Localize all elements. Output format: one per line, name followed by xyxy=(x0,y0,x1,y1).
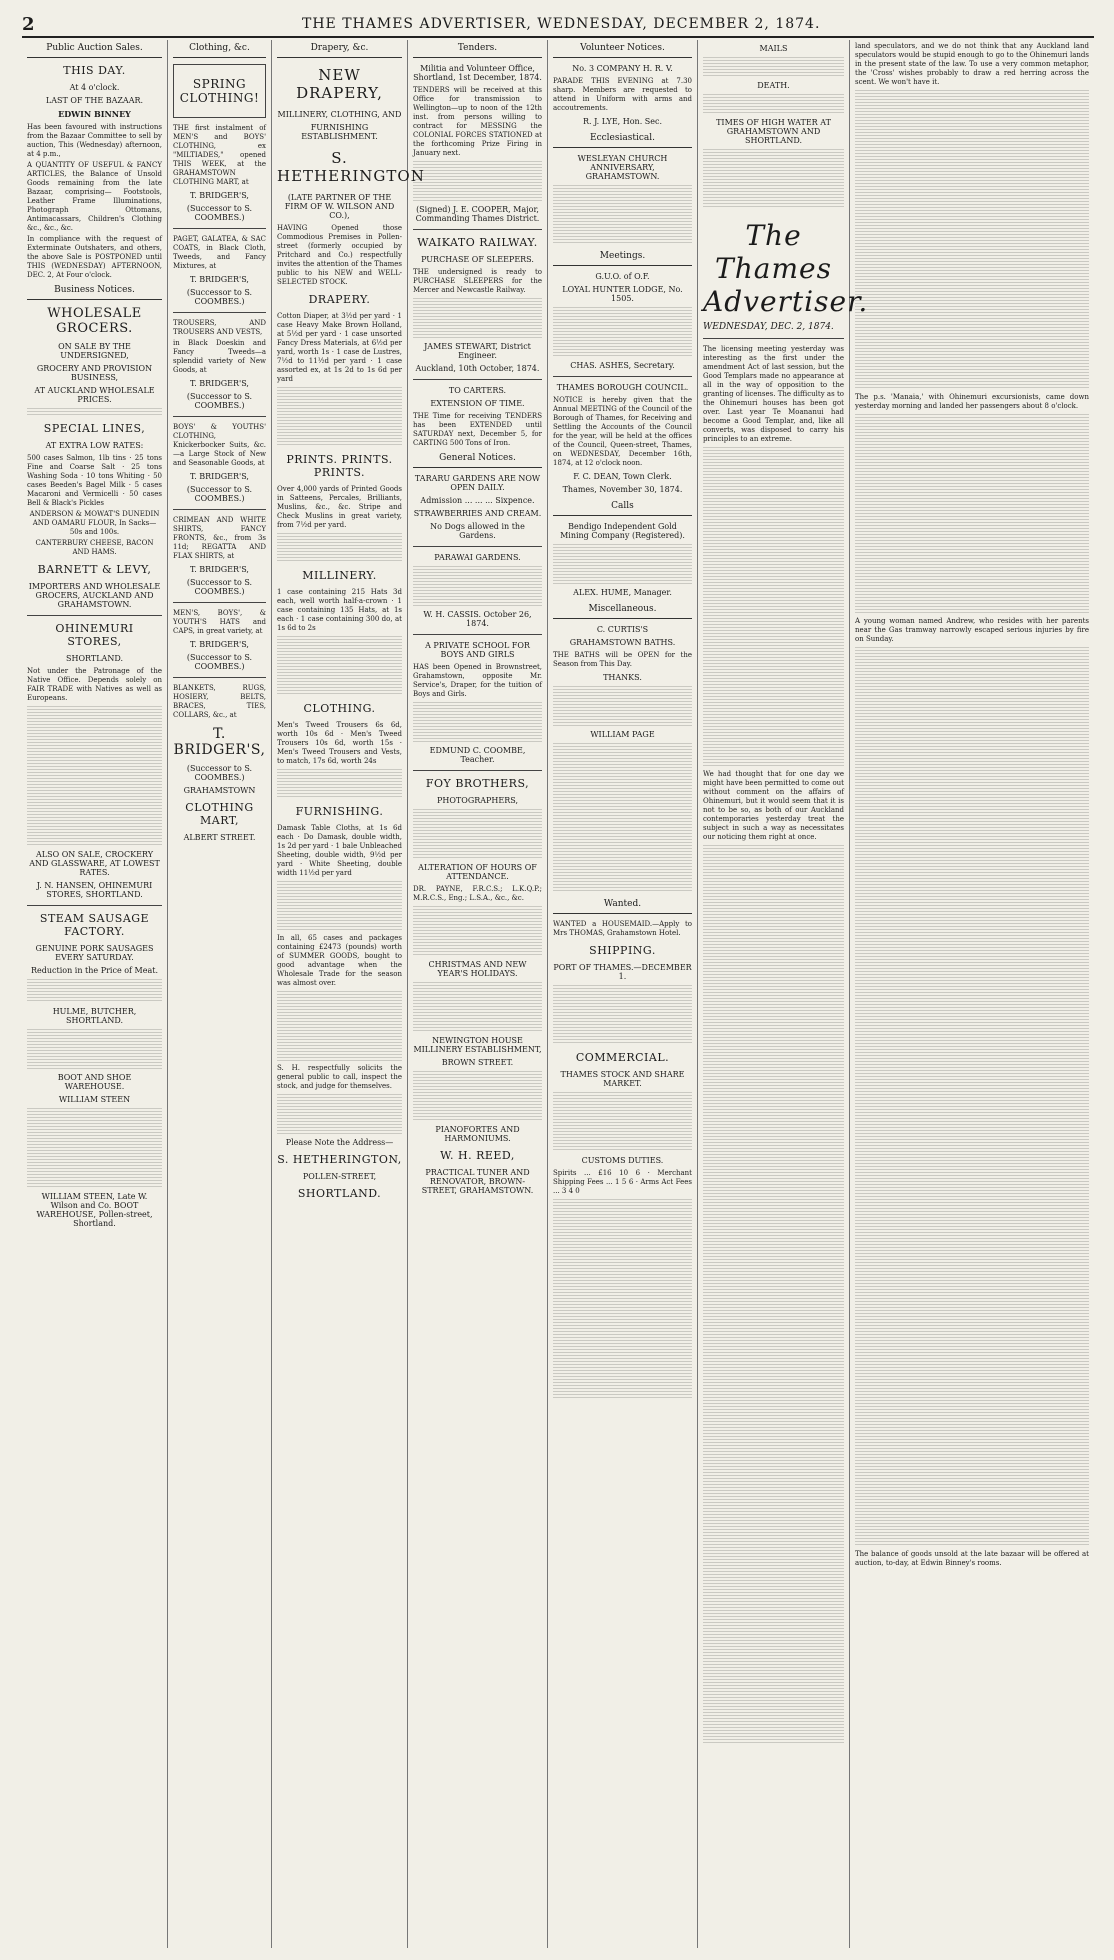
ad-text: SHORTLAND. xyxy=(66,654,123,663)
text-filler xyxy=(553,1199,692,1399)
ad-heading: PURCHASE OF SLEEPERS. xyxy=(421,255,534,264)
ad-heading: CLOTHING MART, xyxy=(185,801,254,827)
column-editorial-2 xyxy=(850,40,1094,1948)
section-header: Business Notices. xyxy=(27,282,162,300)
ad-heading: FURNISHING. xyxy=(295,805,384,818)
masthead xyxy=(22,14,1094,38)
divider xyxy=(413,546,542,547)
ad-text: R. J. LYE, Hon. Sec. xyxy=(582,117,663,126)
ad-text: Men's Tweed Trousers 6s 6d, worth 10s 6d · Men's Tweed Trousers 10s 6d, worth 15s · Men's Tweed Trousers and Vests, to match, 17s 6d, worth 24s xyxy=(277,721,402,765)
text-filler xyxy=(413,161,542,201)
ad-text: THE undersigned is ready to PURCHASE SLEEPERS for the Mercer and Newcastle Railway. xyxy=(413,268,542,294)
ad-text: JAMES STEWART, District Engineer. xyxy=(424,342,531,360)
ad-heading: S. HETHERINGTON xyxy=(277,149,425,185)
divider xyxy=(413,229,542,230)
ad-heading: G.U.O. of O.F. xyxy=(595,272,650,281)
ad-heading: SPRING CLOTHING! xyxy=(179,77,260,105)
ad-text: ALBERT STREET. xyxy=(183,833,256,842)
ad-text: IMPORTERS AND WHOLESALE GROCERS, AUCKLAND AND GRAHAMSTOWN. xyxy=(28,582,161,609)
text-filler xyxy=(413,906,542,956)
ad-text: TENDERS will be received at this Office for transmission to Wellington—up to noon of the 12th inst. from persons willing to contract for MESSING the COLONIAL FORCES STATIONED at the forthcoming Prize Firing in January next. xyxy=(413,86,542,157)
ad-text: BOYS' & YOUTHS' CLOTHING, Knickerbocker Suits, &c.—a Large Stock of New and Seasonable Goods, at xyxy=(173,423,266,467)
section-header: Meetings. xyxy=(553,248,692,266)
text-filler xyxy=(27,408,162,416)
ad-text: BLANKETS, RUGS, HOSIERY, BELTS, BRACES, TIES, COLLARS, &c., at xyxy=(173,684,266,719)
text-filler xyxy=(703,94,844,114)
divider xyxy=(553,376,692,377)
ad-text: ALSO ON SALE, CROCKERY AND GLASSWARE, AT LOWEST RATES. xyxy=(29,850,160,877)
column-editorial-1 xyxy=(698,40,869,1948)
ad-text: DR. PAYNE, F.R.C.S.; L.K.Q.P.; M.R.C.S., Eng.; L.S.A., &c., &c. xyxy=(413,885,542,902)
column-volunteer xyxy=(548,40,698,1948)
ad-heading: T. BRIDGER'S, xyxy=(190,191,249,200)
ad-text: 1 case containing 215 Hats 3d each, well worth half-a-crown · 1 case containing 135 Hats, at 1s each · 1 case containing 300 do, at 1s 6d to 2s xyxy=(277,588,402,632)
ad-text: Has been favoured with instructions from the Bazaar Committee to sell by auction, This (Wednesday) afternoon, at 4 p.m., xyxy=(27,123,162,158)
ad-text: Reduction in the Price of Meat. xyxy=(31,966,158,975)
ad-heading: T. BRIDGER'S, xyxy=(190,275,249,284)
text-filler xyxy=(553,686,692,726)
section-header: Wanted. xyxy=(553,896,692,914)
ad-heading: No. 3 COMPANY H. R. V. xyxy=(572,64,673,73)
ad-text: ON SALE BY THE UNDERSIGNED, xyxy=(58,342,131,360)
ad-heading: EXTENSION OF TIME. xyxy=(430,399,525,408)
section-header: Public Auction Sales. xyxy=(27,40,162,58)
editorial-text: A young woman named Andrew, who resides with her parents near the Gas tramway narrowly escaped serious injuries by fire on Sunday. xyxy=(855,617,1089,643)
ad-heading: SHORTLAND. xyxy=(297,1187,382,1200)
ad-heading: TO CARTERS. xyxy=(448,386,507,395)
text-filler xyxy=(277,1094,402,1134)
ad-text: Militia and Volunteer Office, Shortland, 1st December, 1874. xyxy=(413,64,542,82)
ad-text: Damask Table Cloths, at 1s 6d each · Do Damask, double width, 1s 2d per yard · 1 bale Unbleached Sheeting, double width, 9½d per yard · White Sheeting, double width 11½d per yard xyxy=(277,824,402,877)
ad-heading: DRAPERY. xyxy=(308,293,371,306)
section-header: Ecclesiastical. xyxy=(553,130,692,148)
ad-heading: MILLINERY. xyxy=(302,569,377,582)
text-filler xyxy=(277,991,402,1061)
ad-text: (Successor to S. COOMBES.) xyxy=(186,288,253,306)
ad-text: in Black Doeskin and Fancy Tweeds—a splendid variety of New Goods, at xyxy=(173,339,266,374)
column-tenders xyxy=(408,40,548,1948)
ad-heading: WAIKATO RAILWAY. xyxy=(417,236,538,249)
ad-heading: A PRIVATE SCHOOL FOR BOYS AND GIRLS xyxy=(425,641,530,659)
section-header: Volunteer Notices. xyxy=(553,40,692,58)
ad-heading: TARARU GARDENS ARE NOW OPEN DAILY. xyxy=(414,474,541,492)
ad-heading: GRAHAMSTOWN xyxy=(183,786,256,795)
text-filler xyxy=(413,809,542,859)
text-filler xyxy=(277,387,402,447)
text-filler xyxy=(413,1071,542,1121)
ad-text: CANTERBURY CHEESE, BACON AND HAMS. xyxy=(35,539,154,556)
ad-heading: DEATH. xyxy=(757,81,790,90)
section-header: General Notices. xyxy=(413,450,542,468)
ad-heading: SPECIAL LINES, xyxy=(43,422,146,435)
ad-text: F. C. DEAN, Town Clerk. xyxy=(573,472,672,481)
ad-text: Thames, November 30, 1874. xyxy=(562,485,683,494)
ad-text: THE BATHS will be OPEN for the Season from This Day. xyxy=(553,651,692,668)
text-filler xyxy=(855,414,1089,614)
ad-heading: T. BRIDGER'S, xyxy=(190,472,249,481)
ad-text: NOTICE is hereby given that the Annual MEETING of the Council of the Borough of Thames, for Receiving and Settling the Accounts of the Council for the year, will be held at the offices of the Council, Queen-street, Thames, on WEDNESDAY, December 16th, 1874, at 12 o'clock noon. xyxy=(553,396,692,467)
section-header: Drapery, &c. xyxy=(277,40,402,58)
divider xyxy=(703,338,844,339)
newspaper-title: THE THAMES ADVERTISER, WEDNESDAY, DECEMBER 2, 1874. xyxy=(302,16,821,32)
text-filler xyxy=(553,185,692,245)
ad-heading: SHIPPING. xyxy=(589,944,656,957)
ad-heading: BOOT AND SHOE WAREHOUSE. xyxy=(57,1073,132,1091)
ad-text: Admission ... ... ... Sixpence. xyxy=(420,496,535,505)
ad-text: A QUANTITY OF USEFUL & FANCY ARTICLES, the Balance of Unsold Goods remaining from the late Bazaar, comprising— Footstools, Leather Frame Illuminations, Photograph Ottomans, Antimacassars, Children's Clothing &c., &c., &c. xyxy=(27,161,162,232)
ad-heading: LOYAL HUNTER LODGE, No. 1505. xyxy=(562,285,683,303)
text-filler xyxy=(413,702,542,742)
ad-text: (Successor to S. COOMBES.) xyxy=(186,578,253,596)
ad-heading: OHINEMURI STORES, xyxy=(55,622,134,648)
ad-heading: MAILS xyxy=(759,44,788,53)
ad-heading: PARAWAI GARDENS. xyxy=(434,553,521,562)
ad-heading: MILLINERY, CLOTHING, AND xyxy=(277,110,402,119)
text-filler xyxy=(413,982,542,1032)
ad-text: In all, 65 cases and packages containing £2473 (pounds) worth of SUMMER GOODS, bought to good advantage when the Wholesale Trade for the season was almost over. xyxy=(277,934,402,987)
ad-text: GRAHAMSTOWN BATHS. xyxy=(569,638,676,647)
ad-text: WANTED a HOUSEMAID.—Apply to Mrs THOMAS, Grahamstown Hotel. xyxy=(553,920,692,937)
divider xyxy=(413,634,542,635)
ad-heading: CUSTOMS DUTIES. xyxy=(581,1156,664,1165)
ad-heading: THANKS. xyxy=(603,673,642,682)
ad-text: EDMUND C. COOMBE, Teacher. xyxy=(429,746,526,764)
text-filler xyxy=(553,1092,692,1152)
ad-text: GENUINE PORK SAUSAGES EVERY SATURDAY. xyxy=(35,944,154,962)
editorial-text: We had thought that for one day we might have been permitted to come out without comment on the affairs of Ohinemuri, but it would seem that it is not to be so, as both of our Auckland contemporaries yesterday treat the subject in such a way as necessitates our noticing them right at once. xyxy=(703,770,844,841)
ad-text: PAGET, GALATEA, & SAC COATS, in Black Cloth, Tweeds, and Fancy Mixtures, at xyxy=(173,235,266,270)
editorial-text: land speculators, and we do not think that any Auckland land speculators would be stupid enough to go to the Ohinemuri lands in the present state of the law. To use a very common metaphor, the 'Cross' wishes probably to draw a red herring across the scent. We won't have it. xyxy=(855,42,1089,86)
ad-heading: WILLIAM STEEN xyxy=(58,1095,131,1104)
ad-text: W. H. CASSIS. October 26, 1874. xyxy=(423,610,532,628)
page-number: 2 xyxy=(22,14,35,35)
ad-text: POLLEN-STREET, xyxy=(302,1172,377,1181)
ad-text: CHAS. ASHES, Secretary. xyxy=(570,361,675,370)
ad-heading: NEW DRAPERY, xyxy=(296,66,383,102)
divider xyxy=(27,615,162,616)
ad-heading: THIS DAY. xyxy=(63,64,126,77)
ad-text: Not under the Patronage of the Native Office. Depends solely on FAIR TRADE with Natives as well as Europeans. xyxy=(27,667,162,702)
ad-text: Over 4,000 yards of Printed Goods in Satteens, Percales, Brilliants, Muslins, &c., &c. Stripe and Check Muslins in great variety, from 7½d per yard. xyxy=(277,485,402,529)
column-drapery xyxy=(272,40,425,1948)
text-filler xyxy=(703,845,844,1745)
ad-heading: CHRISTMAS AND NEW YEAR'S HOLIDAYS. xyxy=(428,960,527,978)
ad-heading: Bendigo Independent Gold Mining Company (Registered). xyxy=(560,522,685,540)
ad-heading: C. CURTIS'S xyxy=(596,625,649,634)
newspaper-flag: The Thames Advertiser. xyxy=(703,219,869,318)
ad-heading: W. H. REED, xyxy=(440,1149,515,1162)
text-filler xyxy=(27,706,162,846)
divider xyxy=(413,770,542,771)
divider xyxy=(413,379,542,380)
ad-text: PARADE THIS EVENING at 7.30 sharp. Members are requested to attend in Uniform with arms and accoutrements. xyxy=(553,77,692,112)
ad-heading: LAST OF THE BAZAAR. xyxy=(45,96,144,105)
text-filler xyxy=(855,647,1089,1547)
section-header: Clothing, &c. xyxy=(173,40,266,58)
ad-text: PORT OF THAMES.—DECEMBER 1. xyxy=(553,963,692,981)
ad-text: (Successor to S. COOMBES.) xyxy=(186,653,253,671)
ad-heading: BARNETT & LEVY, xyxy=(37,563,152,576)
ad-text: S. H. respectfully solicits the general public to call, inspect the stock, and judge for themselves. xyxy=(277,1064,402,1090)
section-header: Calls xyxy=(553,498,692,516)
ad-heading: TIMES OF HIGH WATER AT GRAHAMSTOWN AND SHORTLAND. xyxy=(716,118,831,145)
ad-text: HAVING Opened those Commodious Premises in Pollen-street (formerly occupied by Pritchard and Co.) respectfully invites the attention of the Thames public to his NEW and WELL-SELECTED STOCK. xyxy=(277,224,402,286)
ad-text: HAS been Opened in Brownstreet, Grahamstown, opposite Mr. Service's, Draper, for the tuition of Boys and Girls. xyxy=(413,663,542,698)
column-auction xyxy=(22,40,168,1948)
ad-heading: ALTERATION OF HOURS OF ATTENDANCE. xyxy=(418,863,537,881)
ad-text: (Signed) J. E. COOPER, Major, Commanding Thames District. xyxy=(415,205,540,223)
ad-text: (Successor to S. COOMBES.) xyxy=(186,392,253,410)
text-filler xyxy=(553,307,692,357)
ad-heading: WHOLESALE GROCERS. xyxy=(47,306,142,336)
ad-text: AT AUCKLAND WHOLESALE PRICES. xyxy=(34,386,155,404)
divider xyxy=(27,905,162,906)
ad-text: WILLIAM PAGE xyxy=(590,730,655,739)
text-filler xyxy=(703,447,844,767)
text-filler xyxy=(553,985,692,1045)
ad-heading: NEWINGTON HOUSE MILLINERY ESTABLISHMENT, xyxy=(413,1036,542,1054)
editorial-date: WEDNESDAY, DEC. 2, 1874. xyxy=(703,322,834,332)
ad-heading: PRINTS. PRINTS. PRINTS. xyxy=(286,453,393,479)
divider xyxy=(173,228,266,229)
ad-text: PHOTOGRAPHERS, xyxy=(437,796,518,805)
ad-text: Please Note the Address— xyxy=(285,1138,394,1147)
column-clothing xyxy=(168,40,272,1948)
ad-heading: GROCERY AND PROVISION BUSINESS, xyxy=(36,364,153,382)
ad-text: In compliance with the request of Exterminate Outshaters, and others, the above Sale is POSTPONED until THIS (WEDNESDAY) AFTERNOON, DEC. 2, At Four o'clock. xyxy=(27,235,162,279)
ad-text: ANDERSON & MOWAT'S DUNEDIN AND OAMARU FLOUR, In Sacks—50s and 100s. xyxy=(29,510,160,536)
ad-text: No Dogs allowed in the Gardens. xyxy=(430,522,525,540)
text-filler xyxy=(413,298,542,338)
ad-text: At 4 o'clock. xyxy=(69,83,120,92)
ad-heading: CLOTHING. xyxy=(303,702,376,715)
divider xyxy=(173,312,266,313)
section-header: Tenders. xyxy=(413,40,542,58)
ad-heading: T. BRIDGER'S, xyxy=(190,640,249,649)
text-filler xyxy=(553,544,692,584)
text-filler xyxy=(277,533,402,563)
text-filler xyxy=(27,979,162,1003)
ad-text: MEN'S, BOYS', & YOUTH'S HATS and CAPS, in great variety, at xyxy=(173,609,266,635)
ad-heading: COMMERCIAL. xyxy=(575,1051,670,1064)
ad-text: CRIMEAN AND WHITE SHIRTS, FANCY FRONTS, &c., from 3s 11d; REGATTA AND FLAX SHIRTS, at xyxy=(173,516,266,560)
ad-text: WILLIAM STEEN, Late W. Wilson and Co. BOOT WAREHOUSE, Pollen-street, Shortland. xyxy=(36,1192,153,1228)
text-filler xyxy=(277,881,402,931)
newspaper-columns xyxy=(22,40,1094,1948)
divider xyxy=(173,509,266,510)
ad-heading: EDWIN BINNEY xyxy=(58,109,131,119)
text-filler xyxy=(855,90,1089,390)
ad-heading: TROUSERS, AND TROUSERS AND VESTS, xyxy=(173,319,266,336)
text-filler xyxy=(27,1029,162,1069)
ad-text: THE Time for receiving TENDERS has been EXTENDED until SATURDAY next, December 5, for CARTING 500 Tons of Iron. xyxy=(413,412,542,447)
ad-heading: HULME, BUTCHER, SHORTLAND. xyxy=(52,1007,137,1025)
ad-text: AT EXTRA LOW RATES: xyxy=(45,441,144,450)
text-filler xyxy=(703,57,844,77)
ad-heading: STEAM SAUSAGE FACTORY. xyxy=(39,912,150,938)
divider xyxy=(173,416,266,417)
ad-text: STRAWBERRIES AND CREAM. xyxy=(413,509,542,518)
ad-heading: J. N. HANSEN, OHINEMURI STORES, SHORTLAND. xyxy=(36,881,153,899)
divider xyxy=(173,677,266,678)
ad-text: Cotton Diaper, at 3½d per yard · 1 case Heavy Make Brown Holland, at 5½d per yard · 1 case unsorted Fancy Dress Materials, at 6½d per yard, worth 1s · 1 case de Lustres, 7½d to 11½d per yard · 1 case assorted ex, at 1s 2d to 1s 6d per yard xyxy=(277,312,402,383)
ad-heading: THAMES BOROUGH COUNCIL. xyxy=(556,383,689,392)
editorial-text: The p.s. 'Manaia,' with Ohinemuri excursionists, came down yesterday morning and landed her passengers about 8 o'clock. xyxy=(855,393,1089,410)
ad-heading: WESLEYAN CHURCH ANNIVERSARY, GRAHAMSTOWN. xyxy=(577,154,668,181)
editorial-text: The licensing meeting yesterday was interesting as the first under the amendment Act of last session, but the Good Templars made no appearance at all in the way of opposition to the granting of licenses. The difficulty as to the Ohinemuri houses has been got over. Last year Te Moananui had become a Good Templar, and, like all converts, was disposed to carry his principles to an extreme. xyxy=(703,345,844,443)
section-header: Miscellaneous. xyxy=(553,601,692,619)
text-filler xyxy=(553,743,692,893)
ad-text: BROWN STREET. xyxy=(441,1058,514,1067)
ad-text: 500 cases Salmon, 1lb tins · 25 tons Fine and Coarse Salt · 25 tons Washing Soda · 10 tons Whiting · 50 cases Beeden's Bagel Milk · 5 cases Macaroni and Vermicelli · 50 cases Bell & Black's Pickles xyxy=(27,454,162,507)
ad-box xyxy=(173,64,266,118)
ad-heading: S. HETHERINGTON, xyxy=(277,1153,402,1166)
ad-heading: T. BRIDGER'S, xyxy=(190,565,249,574)
ad-text: (Successor to S. COOMBES.) xyxy=(186,764,253,782)
text-filler xyxy=(277,769,402,799)
ad-text: THE first instalment of MEN'S and BOYS' CLOTHING, ex "MILTIADES," opened THIS WEEK, at the GRAHAMSTOWN CLOTHING MART, at xyxy=(173,124,266,186)
text-filler xyxy=(413,566,542,606)
ad-text: (Successor to S. COOMBES.) xyxy=(186,485,253,503)
editorial-text: The balance of goods unsold at the late bazaar will be offered at auction, to-day, at Edwin Binney's rooms. xyxy=(855,1550,1089,1567)
ad-heading: PIANOFORTES AND HARMONIUMS. xyxy=(435,1125,520,1143)
ad-text: PRACTICAL TUNER AND RENOVATOR, BROWN-STREET, GRAHAMSTOWN. xyxy=(421,1168,534,1195)
ad-text: ALEX. HUME, Manager. xyxy=(573,588,672,597)
divider xyxy=(173,602,266,603)
ad-text: Spirits ... £16 10 6 · Merchant Shipping Fees ... 1 5 6 · Arms Act Fees ... 3 4 0 xyxy=(553,1169,692,1195)
ad-heading: THAMES STOCK AND SHARE MARKET. xyxy=(560,1070,685,1088)
text-filler xyxy=(277,636,402,696)
ad-heading: T. BRIDGER'S, xyxy=(190,379,249,388)
ad-heading: FURNISHING ESTABLISHMENT. xyxy=(301,123,378,141)
ad-text: (LATE PARTNER OF THE FIRM OF W. WILSON AND CO.), xyxy=(284,193,395,220)
ad-text: Auckland, 10th October, 1874. xyxy=(415,364,540,373)
ad-heading: FOY BROTHERS, xyxy=(425,777,530,790)
text-filler xyxy=(703,149,844,209)
text-filler xyxy=(27,1108,162,1188)
ad-text: (Successor to S. COOMBES.) xyxy=(186,204,253,222)
ad-heading: T. BRIDGER'S, xyxy=(173,726,266,758)
